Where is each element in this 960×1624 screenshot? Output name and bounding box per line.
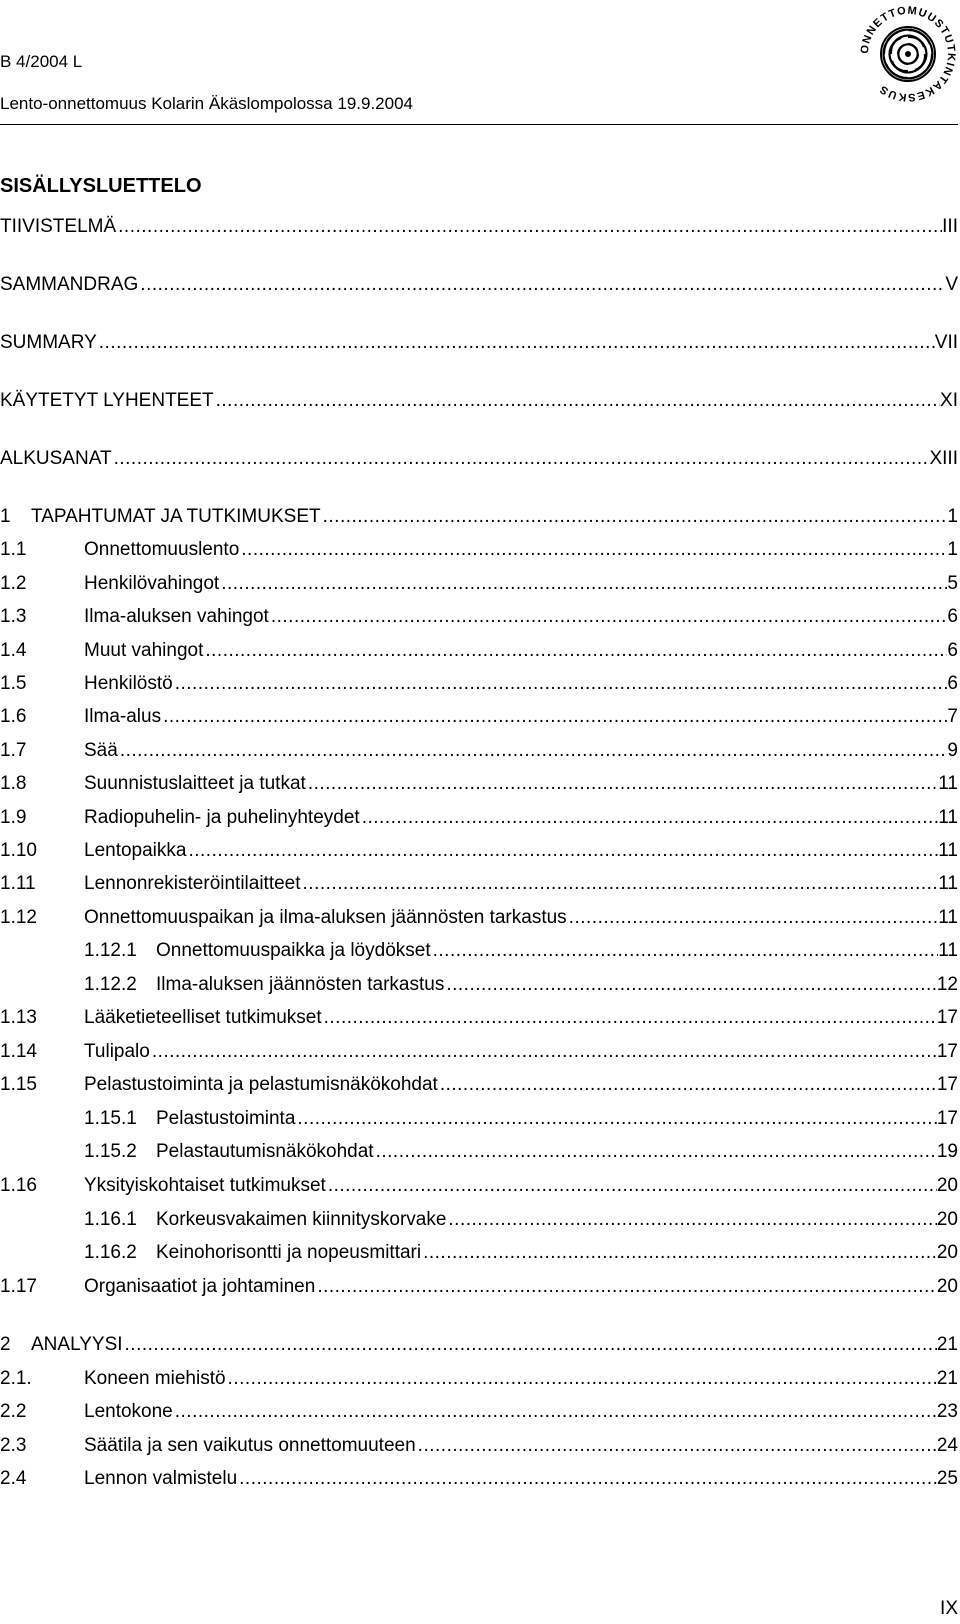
toc-entry-label: Henkilövahingot <box>84 573 220 594</box>
toc-entry-label: Ilma-alus <box>84 706 162 727</box>
toc-entry-page: 17 <box>936 1108 958 1129</box>
toc-entry-page: XI <box>940 390 958 411</box>
toc-entry-label: Ilma-aluksen jäännösten tarkastus <box>156 974 445 995</box>
toc-entry-page: XIII <box>929 448 958 469</box>
toc-entry[interactable] <box>0 872 958 896</box>
toc-dot-leader <box>431 939 939 963</box>
toc-entry-number: 2.3 <box>0 1435 27 1456</box>
toc-entry-label: Keinohorisontti ja nopeusmittari <box>156 1242 422 1263</box>
toc-entry[interactable] <box>0 939 958 963</box>
toc-dot-leader <box>138 273 945 297</box>
agency-seal-logo <box>856 0 960 108</box>
toc-entry-page: 11 <box>938 940 958 961</box>
toc-entry-number: 1.10 <box>0 840 37 861</box>
toc-entry-label: Onnettomuuslento <box>84 539 240 560</box>
toc-dot-leader <box>438 1073 937 1097</box>
toc-entry[interactable] <box>0 447 958 471</box>
toc-entry-number: 1.1 <box>0 539 27 560</box>
toc-entry-page: 23 <box>936 1401 958 1422</box>
toc-entry-page: 20 <box>936 1209 958 1230</box>
toc-entry-page: 11 <box>938 873 958 894</box>
toc-entry-page: 7 <box>947 706 958 727</box>
toc-dot-leader <box>306 772 938 796</box>
toc-dot-leader <box>295 1107 936 1131</box>
toc-entry-label: SAMMANDRAG <box>0 274 139 295</box>
toc-entry-label: Lääketieteelliset tutkimukset <box>84 1007 322 1028</box>
toc-entry-page: 17 <box>936 1007 958 1028</box>
toc-entry-number: 1.3 <box>0 606 27 627</box>
toc-entry[interactable] <box>0 538 958 562</box>
toc-entry-page: 21 <box>936 1368 958 1389</box>
toc-dot-leader <box>374 1140 937 1164</box>
toc-entry-label: Koneen miehistö <box>84 1368 226 1389</box>
toc-dot-leader <box>203 639 947 663</box>
toc-entry-number: 1.16.1 <box>84 1209 137 1230</box>
toc-entry-page: 25 <box>936 1468 958 1489</box>
toc-entry-page: 17 <box>936 1074 958 1095</box>
toc-entry-label: Radiopuhelin- ja puhelinyhteydet <box>84 807 360 828</box>
toc-entry-page: 11 <box>938 807 958 828</box>
toc-entry-label: Onnettomuuspaikan ja ilma-aluksen jäännösten tarkastus <box>84 907 567 928</box>
report-id: B 4/2004 L <box>0 52 83 71</box>
toc-entry-label: Lennon valmistelu <box>84 1468 238 1489</box>
toc-entry-label: Suunnistuslaitteet ja tutkat <box>84 773 306 794</box>
toc-entry-page: 11 <box>938 840 958 861</box>
toc-entry-label: Ilma-aluksen vahingot <box>84 606 269 627</box>
toc-entry-page: 6 <box>947 606 958 627</box>
toc-entry-page: VII <box>934 332 958 353</box>
toc-dot-leader <box>97 331 935 355</box>
toc-entry-number: 1.15 <box>0 1074 37 1095</box>
toc-entry-number: 1.16.2 <box>84 1242 137 1263</box>
toc-dot-leader <box>214 389 940 413</box>
toc-entry-label: Sää <box>84 740 118 761</box>
toc-entry-number: 1.12.2 <box>84 974 137 995</box>
toc-entry-page: V <box>945 274 958 295</box>
toc-dot-leader <box>161 705 947 729</box>
toc-entry-page: 11 <box>938 773 958 794</box>
toc-entry-number: 1.15.1 <box>84 1108 137 1129</box>
toc-entry-number: 2.2 <box>0 1401 27 1422</box>
toc-entry[interactable] <box>0 1006 958 1030</box>
toc-entry-number: 2.1. <box>0 1368 32 1389</box>
toc-dot-leader <box>416 1434 937 1458</box>
toc-title: SISÄLLYSLUETTELO <box>0 175 202 197</box>
toc-entry-label: Pelastustoiminta ja pelastumisnäkökohdat <box>84 1074 438 1095</box>
toc-entry-label: Pelastustoiminta <box>156 1108 296 1129</box>
toc-entry-number: 2 <box>0 1334 11 1355</box>
toc-dot-leader <box>173 672 948 696</box>
toc-entry-page: 24 <box>936 1435 958 1456</box>
toc-entry[interactable] <box>0 672 958 696</box>
toc-entry-number: 1.6 <box>0 706 27 727</box>
toc-entry-label: SUMMARY <box>0 332 97 353</box>
toc-entry-label: Muut vahingot <box>84 640 204 661</box>
toc-dot-leader <box>112 447 930 471</box>
toc-entry[interactable] <box>0 1275 958 1299</box>
toc-entry-page: 9 <box>947 740 958 761</box>
toc-entry[interactable] <box>0 1400 958 1424</box>
toc-entry-page: 20 <box>936 1175 958 1196</box>
toc-dot-leader <box>173 1400 937 1424</box>
toc-entry-page: 6 <box>947 673 958 694</box>
toc-entry[interactable] <box>0 1040 958 1064</box>
toc-entry-label: Säätila ja sen vaikutus onnettomuuteen <box>84 1435 416 1456</box>
toc-entry-page: 17 <box>936 1041 958 1062</box>
toc-entry-number: 1.5 <box>0 673 27 694</box>
toc-entry-number: 1.7 <box>0 740 27 761</box>
page-number: IX <box>940 1598 958 1619</box>
toc-entry[interactable] <box>0 906 958 930</box>
toc-entry-label: Henkilöstö <box>84 673 173 694</box>
toc-entry-label: Korkeusvakaimen kiinnityskorvake <box>156 1209 447 1230</box>
toc-dot-leader <box>186 839 938 863</box>
toc-entry[interactable] <box>0 772 958 796</box>
toc-entry[interactable] <box>0 705 958 729</box>
toc-dot-leader <box>237 1467 937 1491</box>
toc-entry[interactable] <box>0 331 958 355</box>
toc-entry[interactable] <box>0 1174 958 1198</box>
toc-dot-leader <box>123 1333 937 1357</box>
toc-entry[interactable] <box>0 1107 958 1131</box>
toc-entry[interactable] <box>0 806 958 830</box>
toc-dot-leader <box>239 538 947 562</box>
toc-entry-page: 11 <box>938 907 958 928</box>
toc-entry[interactable] <box>0 605 958 629</box>
toc-entry-label: Tulipalo <box>84 1041 150 1062</box>
toc-entry[interactable] <box>0 1208 958 1232</box>
toc-entry-number: 1.12 <box>0 907 37 928</box>
toc-entry-label: Lentopaikka <box>84 840 187 861</box>
toc-entry-number: 1.15.2 <box>84 1141 137 1162</box>
toc-entry-page: 19 <box>936 1141 958 1162</box>
toc-dot-leader <box>118 739 948 763</box>
toc-entry[interactable] <box>0 389 958 413</box>
header-divider <box>0 124 958 125</box>
toc-dot-leader <box>567 906 939 930</box>
toc-entry-label: ALKUSANAT <box>0 448 112 469</box>
toc-dot-leader <box>150 1040 937 1064</box>
toc-entry-label: Yksityiskohtaiset tutkimukset <box>84 1175 326 1196</box>
toc-entry-label: Lentokone <box>84 1401 173 1422</box>
toc-entry-number: 1.13 <box>0 1007 37 1028</box>
toc-entry-number: 1.2 <box>0 573 27 594</box>
toc-entry[interactable] <box>0 973 958 997</box>
toc-entry-number: 1 <box>0 506 11 527</box>
toc-entry-number: 1.9 <box>0 807 27 828</box>
toc-entry-number: 2.4 <box>0 1468 27 1489</box>
toc-entry[interactable] <box>0 273 958 297</box>
toc-dot-leader <box>301 872 939 896</box>
toc-entry-page: 21 <box>936 1334 958 1355</box>
toc-entry-page: III <box>942 216 958 237</box>
toc-dot-leader <box>421 1241 937 1265</box>
toc-entry-page: 20 <box>936 1242 958 1263</box>
toc-entry-label: Organisaatiot ja johtaminen <box>84 1276 316 1297</box>
toc-dot-leader <box>322 1006 937 1030</box>
toc-dot-leader <box>116 215 942 239</box>
toc-entry-number: 1.4 <box>0 640 27 661</box>
seal-ring-text: ONNETTOMUUSTUTKINTAKESKUS <box>858 4 958 104</box>
toc-entry-number: 1.16 <box>0 1175 37 1196</box>
toc-entry-page: 1 <box>947 539 958 560</box>
toc-dot-leader <box>269 605 948 629</box>
toc-entry-label: TAPAHTUMAT JA TUTKIMUKSET <box>31 506 321 527</box>
toc-entry-page: 5 <box>947 573 958 594</box>
toc-entry-page: 20 <box>936 1276 958 1297</box>
toc-entry[interactable] <box>0 739 958 763</box>
toc-entry-page: 12 <box>936 974 958 995</box>
toc-entry-number: 1.11 <box>0 873 36 894</box>
toc-entry-number: 1.12.1 <box>84 940 137 961</box>
toc-entry[interactable] <box>0 1367 958 1391</box>
toc-dot-leader <box>444 973 937 997</box>
toc-entry-number: 1.14 <box>0 1041 37 1062</box>
report-title: Lento-onnettomuus Kolarin Äkäslompolossa 19.9.2004 <box>0 94 413 113</box>
toc-dot-leader <box>226 1367 937 1391</box>
toc-entry-label: ANALYYSI <box>31 1334 123 1355</box>
toc-entry-label: KÄYTETYT LYHENTEET <box>0 390 214 411</box>
toc-entry[interactable] <box>0 1467 958 1491</box>
toc-dot-leader <box>326 1174 937 1198</box>
toc-entry[interactable] <box>0 215 958 239</box>
toc-dot-leader <box>315 1275 937 1299</box>
toc-entry-page: 6 <box>947 640 958 661</box>
toc-dot-leader <box>219 572 947 596</box>
toc-entry[interactable] <box>0 1241 958 1265</box>
toc-dot-leader <box>446 1208 936 1232</box>
toc-entry-label: Onnettomuuspaikka ja löydökset <box>156 940 431 961</box>
toc-entry-number: 1.17 <box>0 1276 37 1297</box>
toc-entry[interactable] <box>0 1140 958 1164</box>
toc-entry[interactable] <box>0 505 958 529</box>
toc-entry-number: 1.8 <box>0 773 27 794</box>
toc-entry-label: TIIVISTELMÄ <box>0 216 117 237</box>
toc-entry[interactable] <box>0 639 958 663</box>
toc-entry[interactable] <box>0 1073 958 1097</box>
toc-entry-label: Lennonrekisteröintilaitteet <box>84 873 301 894</box>
toc-entry[interactable] <box>0 839 958 863</box>
toc-entry-page: 1 <box>947 506 958 527</box>
toc-dot-leader <box>321 505 948 529</box>
toc-entry[interactable] <box>0 1434 958 1458</box>
toc-entry[interactable] <box>0 572 958 596</box>
toc-entry[interactable] <box>0 1333 958 1357</box>
toc-dot-leader <box>360 806 939 830</box>
toc-entry-label: Pelastautumisnäkökohdat <box>156 1141 374 1162</box>
